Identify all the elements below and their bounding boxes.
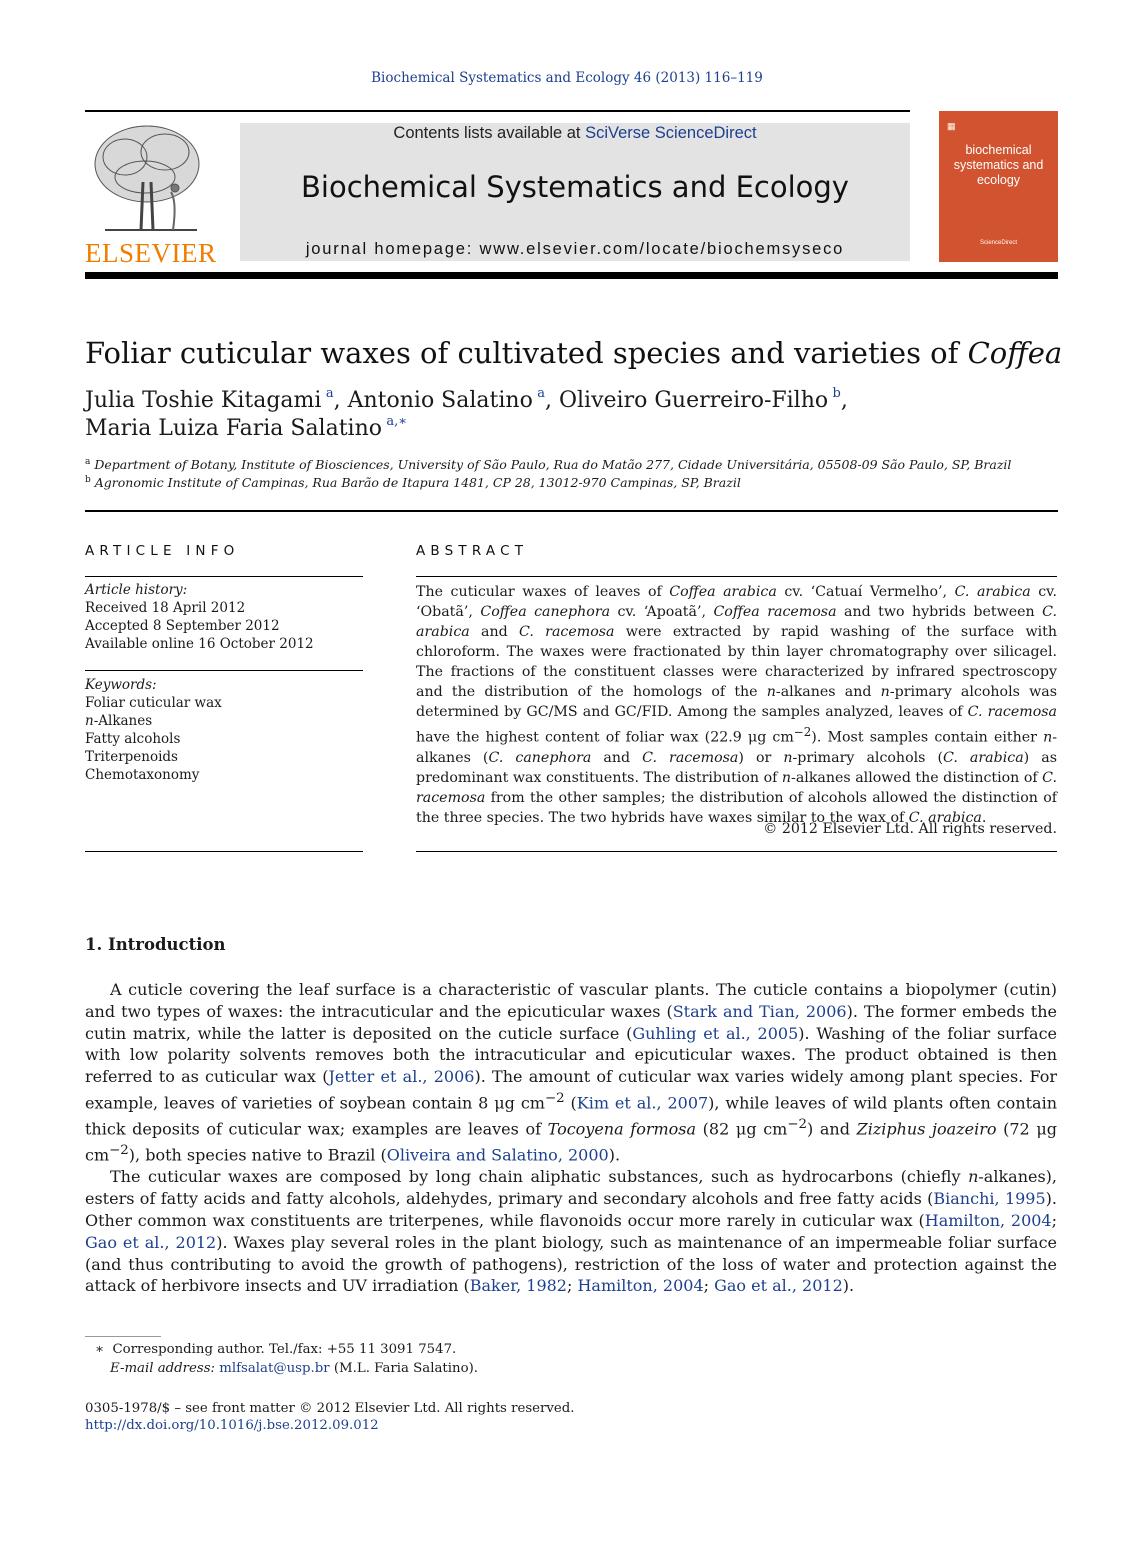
email-link[interactable]: mlfsalat@usp.br xyxy=(219,1361,330,1376)
history-online: Available online 16 October 2012 xyxy=(85,636,314,652)
intro-paragraph-2: The cuticular waxes are composed by long chain aliphatic substances, such as hydrocarbons (chiefly n-alkanes), esters of fatty acids and fatty alcohols, aldehydes, primary and secondary alcohols and free fatty acids (Bianchi, 1995). Other common wax constituents are triterpenes, while flavonoids occur more rarely in cuticular wax (Hamilton, 2004; Gao et al., 2012). Waxes play several roles in the plant biology, such as maintenance of an impermeable foliar surface (and thus contributing to avoid the growth of pathogens), restriction of the loss of water and protection against the attack of herbivore insects and UV irradiation (Baker, 1982; Hamilton, 2004; Gao et al., 2012). xyxy=(85,1167,1058,1296)
journal-cover-thumbnail[interactable] xyxy=(939,111,1058,262)
keyword: Fatty alcohols xyxy=(85,731,181,747)
history-label: Article history: xyxy=(85,582,188,598)
doi-link[interactable]: http://dx.doi.org/10.1016/j.bse.2012.09.012 xyxy=(85,1418,379,1433)
keyword: Chemotaxonomy xyxy=(85,767,200,783)
sciencedirect-link[interactable]: SciVerse ScienceDirect xyxy=(585,124,757,142)
author-name: Oliveiro Guerreiro-Filho xyxy=(558,388,829,413)
header-rule xyxy=(85,110,910,112)
abstract-body: The cuticular waxes of leaves of Coffea arabica cv. ‘Catuaí Vermelho’, C. arabica cv. ‘Obatã’, Coffea canephora cv. ‘Apoatã’, Coffea racemosa and two hybrids between C. arabica and C. racemosa were extracted by rapid washing of the surface with chloroform. The waxes were fractionated by thin layer chromatography over silicagel. The fractions of the constituent classes were characterized by infrared spectroscopy and the distribution of the homologs of the n-alkanes and n-primary alcohols was determined by GC/MS and GC/FID. Among the samples analyzed, leaves of C. racemosa have the highest content of foliar wax (22.9 μg $cm^{-2}$). Most samples contain either n-alkanes (C. canephora and C. racemosa) or n-primary alcohols (C. arabica) as predominant wax constituents. The distribution of n-alkanes allowed the distinction of C. racemosa from the other samples; the distribution of alcohols allowed the distinction of the three species. The two hybrids have waxes similar to the wax of C. arabica. xyxy=(416,584,1058,826)
affiliation-a: $^a$ Department of Botany, Institute of Biosciences, University of São Paulo, Rua do Matão 277, Cidade Universitária, 05508-09 São Paulo, SP, Brazil xyxy=(85,457,1012,472)
affiliation-marker[interactable]: a xyxy=(325,386,334,401)
article-title: Foliar cuticular waxes of cultivated species and varieties of Coffea xyxy=(85,336,1063,370)
author-list-line1: Julia Toshie Kitagami $^a$, Antonio Salatino $^a$, Oliveiro Guerreiro-Filho $^b$, xyxy=(85,386,848,413)
citation-link[interactable]: Gao et al., 2012 xyxy=(85,1232,217,1252)
history-received: Received 18 April 2012 xyxy=(85,600,246,616)
keyword: Foliar cuticular wax xyxy=(85,695,222,711)
cover-title: biochemical systematics and ecology xyxy=(953,143,1044,187)
keywords-label: Keywords: xyxy=(85,677,157,693)
author-list-line2 xyxy=(85,416,407,441)
citation-link[interactable]: Guhling et al., 2005 xyxy=(632,1023,799,1043)
keywords xyxy=(85,676,222,784)
keyword: Triterpenoids xyxy=(85,749,178,765)
keyword: n-Alkanes xyxy=(85,713,153,729)
abstract-rule xyxy=(416,576,1057,577)
email-note: E-mail address: mlfsalat@usp.br (M.L. Faria Salatino). xyxy=(110,1361,478,1376)
cover-footer: ScienceDirect xyxy=(979,240,1017,246)
author-name: Antonio Salatino xyxy=(347,388,533,413)
cover-logo-icon: ▦ xyxy=(947,121,956,131)
citation-link[interactable]: Stark and Tian, 2006 xyxy=(672,1001,847,1021)
corresponding-author-note: ∗ Corresponding author. Tel./fax: +55 11 3091 7547. xyxy=(95,1342,457,1357)
citation-link[interactable]: Bianchi, 1995 xyxy=(933,1189,1046,1209)
intro-paragraph-1: A cuticle covering the leaf surface is a characteristic of vascular plants. The cuticle contains a biopolymer (cutin) and two types of waxes: the intracuticular and the epicuticular waxes (Stark and Tian, 2006). The former embeds the cutin matrix, while the latter is deposited on the cuticle surface (Guhling et al., 2005). Washing of the foliar surface with low polarity solvents removes both the intracuticular and epicuticular waxes. The product obtained is then referred to as cuticular wax (Jetter et al., 2006). The amount of cuticular wax varies widely among plant species. For example, leaves of varieties of soybean contain 8 μg $cm^{-2}$ (Kim et al., 2007), while leaves of wild plants often contain thick deposits of cuticular wax; examples are leaves of Tocoyena formosa (82 μg $cm^{-2}$) and Ziziphus joazeiro (72 μg $cm^{-2}$), both species native to Brazil (Oliveira and Salatino, 2000). xyxy=(85,980,1058,1165)
author-name: Julia Toshie Kitagami xyxy=(85,388,322,413)
journal-title: Biochemical Systematics and Ecology xyxy=(301,170,849,204)
citation-link[interactable]: Jetter et al., 2006 xyxy=(328,1067,475,1087)
elsevier-wordmark: ELSEVIER xyxy=(85,238,217,268)
article-info-rule xyxy=(85,851,363,852)
citation-link[interactable]: Hamilton, 2004 xyxy=(924,1210,1052,1230)
article-info-rule xyxy=(85,670,363,671)
contents-line: Contents lists available at SciVerse ScienceDirect xyxy=(393,124,757,142)
history-accepted: Accepted 8 September 2012 xyxy=(85,618,280,634)
affiliation-marker[interactable]: a,∗ xyxy=(386,414,408,429)
affiliation-b: $^b$ Agronomic Institute of Campinas, Rua Barão de Itapura 1481, CP 28, 13012-970 Campinas, SP, Brazil xyxy=(85,475,741,490)
abstract-heading: ABSTRACT xyxy=(416,543,529,559)
section-rule xyxy=(85,510,1058,512)
header-thick-rule xyxy=(85,272,1058,279)
citation-link[interactable]: Kim et al., 2007 xyxy=(576,1093,709,1113)
journal-homepage[interactable]: journal homepage: www.elsevier.com/locate/biochemsyseco xyxy=(305,240,845,258)
introduction-body xyxy=(85,979,1057,1297)
article-history xyxy=(85,581,314,653)
affiliation-marker[interactable]: a xyxy=(537,386,545,401)
citation-link[interactable]: Oliveira and Salatino, 2000 xyxy=(386,1145,609,1165)
article-info-rule xyxy=(85,576,363,577)
article-info-heading: ARTICLE INFO xyxy=(85,543,240,559)
front-matter-line: 0305-1978/$ – see front matter © 2012 Elsevier Ltd. All rights reserved. xyxy=(85,1401,575,1416)
affiliation-marker[interactable]: b xyxy=(832,386,841,401)
citation-link[interactable]: Gao et al., 2012 xyxy=(714,1276,843,1296)
citation-link[interactable]: Hamilton, 2004 xyxy=(577,1276,704,1296)
author-name: Maria Luiza Faria Salatino xyxy=(85,416,382,441)
introduction-heading: 1. Introduction xyxy=(85,935,226,954)
citation-link[interactable]: Baker, 1982 xyxy=(469,1276,567,1296)
journal-citation[interactable]: Biochemical Systematics and Ecology 46 (2013) 116–119 xyxy=(371,70,763,86)
abstract-copyright: © 2012 Elsevier Ltd. All rights reserved. xyxy=(763,821,1057,837)
footnote-rule xyxy=(85,1336,161,1337)
abstract-rule xyxy=(416,851,1057,852)
